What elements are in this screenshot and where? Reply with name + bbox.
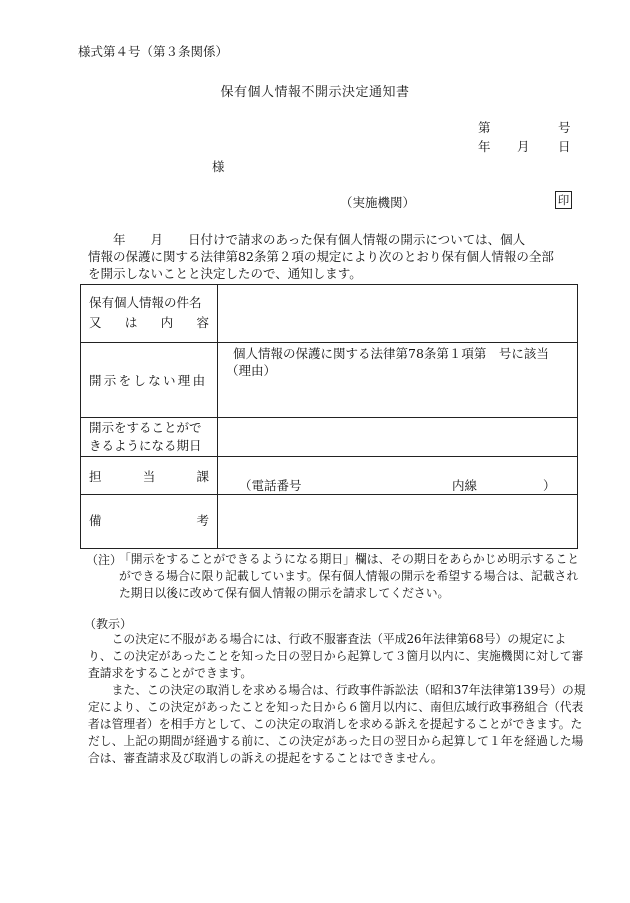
subject-label-char: 容 xyxy=(196,315,209,330)
instruction-paragraph-appeal: この決定に不服がある場合には、行政不服審査法（平成26年法律第68号）の規定により、この決定があったことを知った日の翌日から起算して３箇月以内に、実施機関に対して審査請求をすることができます。 xyxy=(88,632,584,680)
subject-label-char: は xyxy=(124,315,138,330)
remarks-label-char: 考 xyxy=(196,513,209,528)
remarks-label xyxy=(89,512,209,530)
table-row-date xyxy=(81,418,577,457)
phone-close-paren: ） xyxy=(543,478,556,493)
extension-label: 内線 xyxy=(452,478,478,493)
table-row-subject xyxy=(81,285,577,343)
notice-body-line: 年 月 日付けで請求のあった保有個人情報の開示については、個人 xyxy=(88,232,526,247)
column-divider xyxy=(217,343,218,417)
table-row-reason xyxy=(81,343,577,418)
subject-label-line1: 保有個人情報の件名 xyxy=(89,295,202,310)
note-text: 「開示をすることができるようになる期日」欄は、その期日をあらかじめ明示することができる場合に限り記載しています。保有個人情報の開示を希望する場合は、記載された期日以後に改めて保有個人情報の開示を請求してください。 xyxy=(119,552,580,600)
disclosable-date-label-line1: 開示をすることがで xyxy=(89,420,202,435)
date-month-label: 月 xyxy=(517,139,530,154)
remarks-label-char: 備 xyxy=(89,513,102,528)
subject-label-char: 又 xyxy=(89,315,102,330)
reason-text-label: （理由） xyxy=(226,363,277,378)
notice-body xyxy=(88,231,584,282)
document-title: 保有個人情報不開示決定通知書 xyxy=(220,85,410,100)
addressee-suffix: 様 xyxy=(212,159,225,174)
notice-body-line: を開示しないことと決定したので、通知します。 xyxy=(88,266,362,281)
instruction-paragraph-lawsuit: また、この決定の取消しを求める場合は、行政事件訴訟法（昭和37年法律第139号）の規定により、この決定があったことを知った日から６箇月以内に、南但広域行政事務組合（代表者は管理者）を相手方として、この決定の取消しを求める訴えを提起することができます。ただし、上記の期間が経過する前に、この決定があった日の翌日から起算して１年を経過した場合は、審査請求及び取消しの訴えの提起をすることはできません。 xyxy=(88,683,586,765)
phone-number-label: （電話番号 xyxy=(239,478,302,493)
agency-label: （実施機関） xyxy=(340,195,416,210)
column-divider xyxy=(217,495,218,549)
disclosable-date-label-line2: きるようになる期日 xyxy=(89,438,202,453)
reason-label: 開示をしない理由 xyxy=(89,373,208,388)
instruction-text xyxy=(88,631,588,767)
department-label-char: 担 xyxy=(89,469,102,484)
subject-label-char: 内 xyxy=(160,315,174,330)
form-number: 様式第４号（第３条関係） xyxy=(78,44,229,59)
column-divider xyxy=(217,457,218,494)
decision-table xyxy=(80,284,578,549)
department-label-char: 当 xyxy=(142,469,156,484)
department-label xyxy=(89,468,209,486)
table-row-department xyxy=(81,457,577,495)
department-label-char: 課 xyxy=(196,469,209,484)
notice-body-line: 情報の保護に関する法律第82条第２項の規定により次のとおり保有個人情報の全部 xyxy=(88,249,554,264)
column-divider xyxy=(217,285,218,342)
date-day-label: 日 xyxy=(558,139,571,154)
table-row-remarks xyxy=(81,495,577,549)
note-mark: （注） xyxy=(86,553,123,567)
column-divider xyxy=(217,418,218,456)
document-number-prefix: 第 xyxy=(478,120,491,135)
document-number-suffix: 号 xyxy=(558,120,571,135)
seal-mark: 印 xyxy=(555,191,572,209)
subject-label-line2 xyxy=(89,314,209,332)
date-year-label: 年 xyxy=(478,139,491,154)
reason-legal-basis: 個人情報の保護に関する法律第78条第１項第 号に該当 xyxy=(233,346,549,361)
instruction-heading: （教示） xyxy=(84,617,133,631)
